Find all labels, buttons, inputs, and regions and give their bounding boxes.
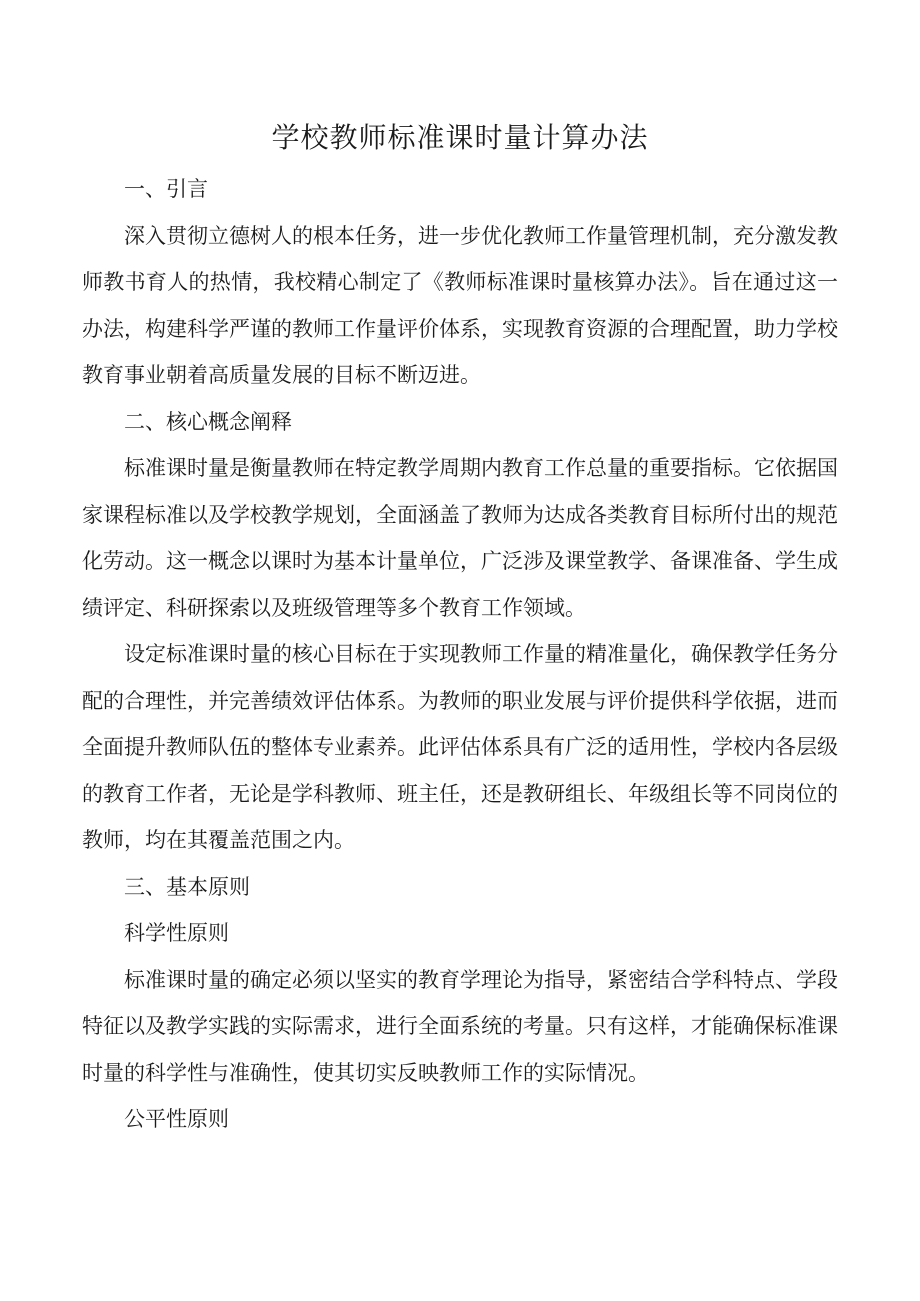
section-heading-basic-principles: 三、基本原则 xyxy=(124,874,250,899)
paragraph-standard-hours-definition: 标准课时量是衡量教师在特定教学周期内教育工作总量的重要指标。它依据国家课程标准以及学校教学规划，全面涵盖了教师为达成各类教育目标所付出的规范化劳动。这一概念以课时为基本计量单位，广泛涉及课堂教学、备课准备、学生成绩评定、科研探索以及班级管理等多个教育工作领域。 xyxy=(82,456,838,620)
paragraph-introduction: 深入贯彻立德树人的根本任务，进一步优化教师工作量管理机制，充分激发教师教书育人的热情，我校精心制定了《教师标准课时量核算办法》。旨在通过这一办法，构建科学严谨的教师工作量评价体系，实现教育资源的合理配置，助力学校教育事业朝着高质量发展的目标不断迈进。 xyxy=(82,223,838,387)
section-heading-core-concepts: 二、核心概念阐释 xyxy=(124,409,292,434)
document-body xyxy=(82,166,838,1143)
subheading-fairness-principle: 公平性原则 xyxy=(124,1107,229,1131)
paragraph-standard-hours-goal: 设定标准课时量的核心目标在于实现教师工作量的精准量化，确保教学任务分配的合理性，并完善绩效评估体系。为教师的职业发展与评价提供科学依据，进而全面提升教师队伍的整体专业素养。此评估体系具有广泛的适用性，学校内各层级的教育工作者，无论是学科教师、班主任，还是教研组长、年级组长等不同岗位的教师，均在其覆盖范围之内。 xyxy=(82,642,838,852)
document-title: 学校教师标准课时量计算办法 xyxy=(271,121,649,154)
subheading-scientific-principle: 科学性原则 xyxy=(124,921,229,945)
section-heading-introduction: 一、引言 xyxy=(124,177,208,201)
paragraph-scientific-principle: 标准课时量的确定必须以坚实的教育学理论为指导，紧密结合学科特点、学段特征以及教学实践的实际需求，进行全面系统的考量。只有这样，才能确保标准课时量的科学性与准确性，使其切实反映教师工作的实际情况。 xyxy=(82,967,838,1085)
